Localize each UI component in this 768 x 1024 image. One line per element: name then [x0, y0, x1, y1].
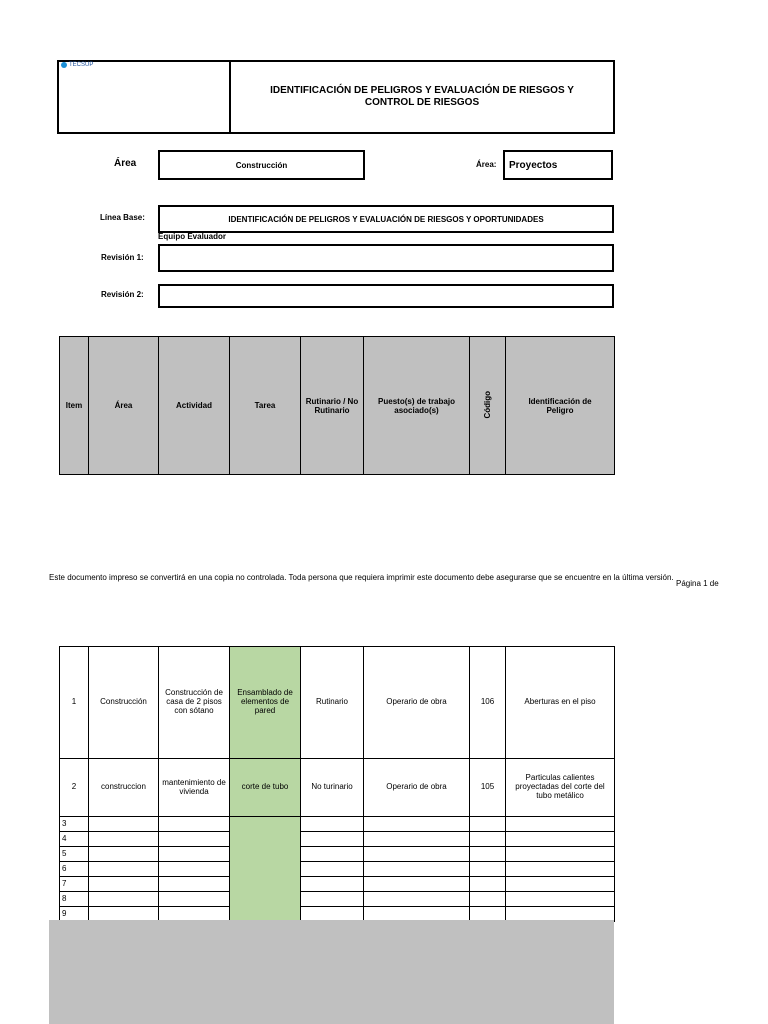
risk-table-body: [59, 646, 615, 922]
cell-puesto[interactable]: [364, 877, 470, 892]
cell-area[interactable]: Construcción: [89, 647, 159, 759]
area2-value: Proyectos: [509, 159, 558, 171]
cell-item[interactable]: 1: [60, 647, 89, 759]
cell-codigo[interactable]: [470, 877, 506, 892]
cell-actividad[interactable]: [159, 832, 230, 847]
cell-puesto[interactable]: [364, 892, 470, 907]
cell-rutinario[interactable]: [301, 892, 364, 907]
logo-mark-icon: [61, 62, 67, 68]
cell-item[interactable]: 9: [60, 907, 89, 922]
header-item: Item: [60, 337, 89, 475]
linea-base-value: IDENTIFICACIÓN DE PELIGROS Y EVALUACIÓN DE RIESGOS Y OPORTUNIDADES: [228, 214, 544, 224]
revision2-field[interactable]: [158, 284, 614, 308]
cell-actividad[interactable]: Construcción de casa de 2 pisos con sótano: [159, 647, 230, 759]
revision1-field[interactable]: [158, 244, 614, 272]
table-row: [60, 832, 615, 847]
cell-actividad[interactable]: mantenimiento de vivienda: [159, 759, 230, 817]
footer-note: Este documento impreso se convertirá en una copia no controlada. Toda persona que requiera imprimir este documento debe asegurarse que se encuentre en la última versión.: [49, 573, 674, 582]
cell-item[interactable]: 5: [60, 847, 89, 862]
revision1-label: Revisión 1:: [101, 253, 144, 262]
cell-area[interactable]: [89, 862, 159, 877]
cell-rutinario[interactable]: [301, 817, 364, 832]
table-row: [60, 759, 615, 817]
cell-rutinario[interactable]: [301, 877, 364, 892]
cell-area[interactable]: [89, 817, 159, 832]
document-title-cell: [229, 60, 615, 134]
cell-item[interactable]: 6: [60, 862, 89, 877]
grey-footer-block: [49, 920, 614, 1024]
cell-area[interactable]: [89, 877, 159, 892]
cell-puesto[interactable]: [364, 817, 470, 832]
cell-item[interactable]: 8: [60, 892, 89, 907]
cell-item[interactable]: 4: [60, 832, 89, 847]
cell-codigo[interactable]: [470, 832, 506, 847]
area-label: Área: [114, 158, 137, 169]
cell-item[interactable]: 2: [60, 759, 89, 817]
area2-label: Área:: [476, 160, 497, 169]
cell-codigo[interactable]: 105: [470, 759, 506, 817]
cell-area[interactable]: construccion: [89, 759, 159, 817]
cell-tarea[interactable]: Ensamblado de elementos de pared: [230, 647, 301, 759]
cell-peligro[interactable]: [506, 817, 615, 832]
cell-codigo[interactable]: [470, 817, 506, 832]
cell-tarea[interactable]: corte de tubo: [230, 759, 301, 817]
header-actividad: Actividad: [159, 337, 230, 475]
cell-area[interactable]: [89, 892, 159, 907]
header-puesto: Puesto(s) de trabajo asociado(s): [364, 337, 470, 475]
area-field[interactable]: [158, 150, 365, 180]
risk-table-header: [59, 336, 615, 475]
cell-area[interactable]: [89, 832, 159, 847]
linea-base-field[interactable]: [158, 205, 614, 233]
table-row: [60, 877, 615, 892]
header-codigo: Código: [483, 390, 492, 419]
cell-rutinario[interactable]: [301, 832, 364, 847]
cell-peligro[interactable]: Aberturas en el piso: [506, 647, 615, 759]
document-title: IDENTIFICACIÓN DE PELIGROS Y EVALUACIÓN DE RIESGOS Y CONTROL DE RIESGOS: [270, 85, 574, 108]
logo-text: TECSUP: [69, 62, 94, 68]
cell-actividad[interactable]: [159, 862, 230, 877]
header-area: Área: [89, 337, 159, 475]
cell-codigo[interactable]: [470, 892, 506, 907]
header-tarea: Tarea: [230, 337, 301, 475]
page-number: Página 1 de: [676, 579, 719, 588]
linea-base-label: Línea Base:: [100, 213, 145, 222]
table-row: [60, 847, 615, 862]
cell-puesto[interactable]: Operario de obra: [364, 759, 470, 817]
header-codigo-cell: [470, 337, 506, 475]
tecsup-logo: [61, 62, 93, 68]
cell-rutinario[interactable]: Rutinario: [301, 647, 364, 759]
cell-codigo[interactable]: [470, 847, 506, 862]
table-row: [60, 862, 615, 877]
header-peligro: Identificación de Peligro: [506, 337, 615, 475]
cell-peligro[interactable]: [506, 832, 615, 847]
cell-peligro[interactable]: Particulas calientes proyectadas del corte del tubo metálico: [506, 759, 615, 817]
cell-codigo[interactable]: 106: [470, 647, 506, 759]
table-row: [60, 647, 615, 759]
equipo-evaluador-label: Equipo Evaluador: [158, 232, 227, 241]
cell-actividad[interactable]: [159, 892, 230, 907]
logo-cell: [57, 60, 231, 134]
cell-peligro[interactable]: [506, 847, 615, 862]
cell-actividad[interactable]: [159, 847, 230, 862]
cell-puesto[interactable]: [364, 832, 470, 847]
cell-actividad[interactable]: [159, 817, 230, 832]
area-value: Construcción: [235, 160, 288, 170]
cell-peligro[interactable]: [506, 877, 615, 892]
cell-rutinario[interactable]: No turinario: [301, 759, 364, 817]
cell-actividad[interactable]: [159, 877, 230, 892]
table-row: [60, 892, 615, 907]
area2-field[interactable]: [503, 150, 613, 180]
cell-item[interactable]: 7: [60, 877, 89, 892]
cell-puesto[interactable]: [364, 862, 470, 877]
cell-rutinario[interactable]: [301, 862, 364, 877]
table-row: [60, 817, 615, 832]
cell-area[interactable]: [89, 847, 159, 862]
header-rutinario: Rutinario / No Rutinario: [301, 337, 364, 475]
cell-item[interactable]: 3: [60, 817, 89, 832]
cell-puesto[interactable]: [364, 847, 470, 862]
cell-tarea-merged[interactable]: [230, 817, 301, 922]
cell-codigo[interactable]: [470, 862, 506, 877]
cell-peligro[interactable]: [506, 892, 615, 907]
cell-rutinario[interactable]: [301, 847, 364, 862]
cell-puesto[interactable]: Operario de obra: [364, 647, 470, 759]
cell-peligro[interactable]: [506, 862, 615, 877]
revision2-label: Revisión 2:: [101, 290, 144, 299]
